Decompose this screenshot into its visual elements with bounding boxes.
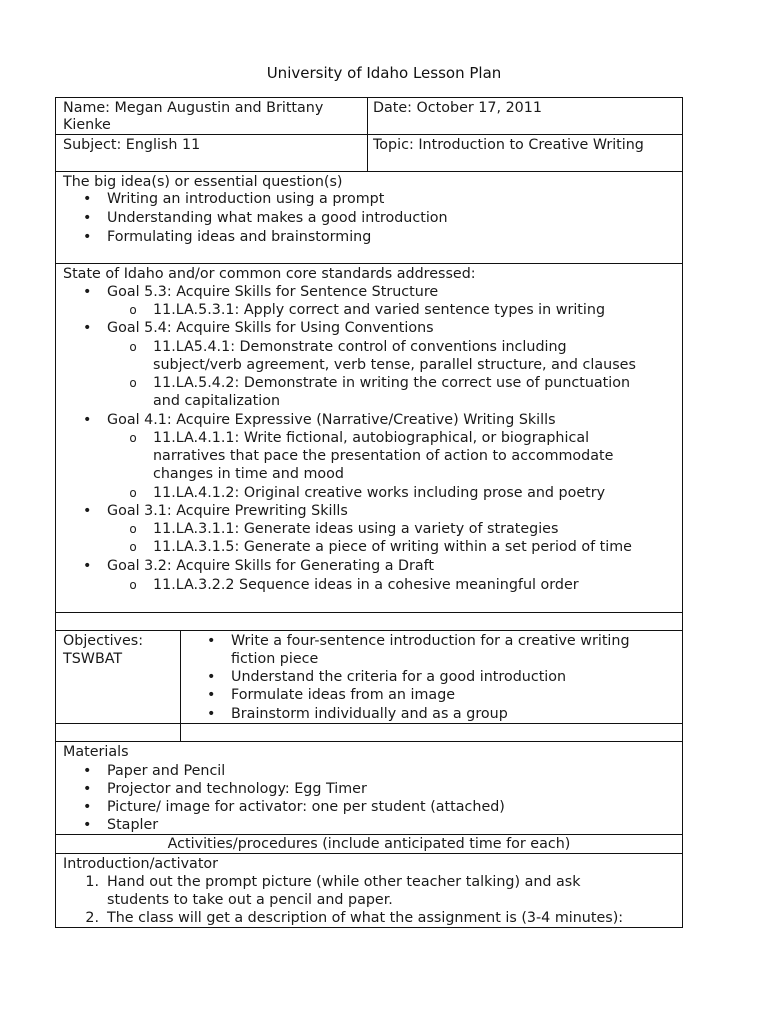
bullet-icon: •	[83, 191, 92, 207]
procedure-step-continued: students to take out a pencil and paper.	[107, 892, 393, 908]
standard-item-continued: and capitalization	[153, 393, 281, 409]
circle-bullet-icon: o	[129, 486, 137, 500]
material-item: Projector and technology: Egg Timer	[107, 781, 367, 797]
standard-goal: Goal 5.4: Acquire Skills for Using Conventions	[107, 320, 434, 336]
name-field: Name: Megan Augustin and Brittany	[63, 100, 324, 116]
bullet-icon: •	[83, 799, 92, 815]
bullet-icon: •	[83, 558, 92, 574]
standard-item: 11.LA.3.1.5: Generate a piece of writing within a set period of time	[153, 539, 632, 555]
row-divider	[55, 853, 683, 854]
procedure-step: The class will get a description of what the assignment is (3-4 minutes):	[107, 910, 624, 926]
row-divider	[55, 630, 683, 631]
circle-bullet-icon: o	[129, 376, 137, 390]
step-number: 2.	[85, 910, 99, 926]
bullet-icon: •	[83, 320, 92, 336]
objective-item-continued: fiction piece	[231, 651, 319, 667]
bullet-icon: •	[83, 781, 92, 797]
row-divider	[55, 171, 683, 172]
bullet-icon: •	[207, 669, 216, 685]
big-idea-item: Writing an introduction using a prompt	[107, 191, 385, 207]
standard-item-continued: narratives that pace the presentation of action to accommodate	[153, 448, 614, 464]
objectives-label: Objectives:	[63, 633, 144, 649]
document-title: University of Idaho Lesson Plan	[266, 64, 502, 82]
standard-item-continued: changes in time and mood	[153, 466, 344, 482]
row-divider	[55, 263, 683, 264]
subject-field: Subject: English 11	[63, 137, 201, 153]
bullet-icon: •	[83, 284, 92, 300]
procedure-step: Hand out the prompt picture (while other teacher talking) and ask	[107, 874, 581, 890]
standard-goal: Goal 4.1: Acquire Expressive (Narrative/Creative) Writing Skills	[107, 412, 556, 428]
bullet-icon: •	[83, 412, 92, 428]
name-field-continued: Kienke	[63, 117, 111, 133]
bullet-icon: •	[207, 706, 216, 722]
circle-bullet-icon: o	[129, 303, 137, 317]
objective-item: Formulate ideas from an image	[231, 687, 456, 703]
objective-item: Understand the criteria for a good introduction	[231, 669, 567, 685]
standard-goal: Goal 5.3: Acquire Skills for Sentence Structure	[107, 284, 439, 300]
circle-bullet-icon: o	[129, 340, 137, 354]
bullet-icon: •	[207, 633, 216, 649]
topic-field: Topic: Introduction to Creative Writing	[373, 137, 644, 153]
standard-item-continued: subject/verb agreement, verb tense, parallel structure, and clauses	[153, 357, 636, 373]
standard-item: 11.LA.4.1.2: Original creative works including prose and poetry	[153, 485, 606, 501]
standard-item: 11.LA.3.1.1: Generate ideas using a variety of strategies	[153, 521, 559, 537]
circle-bullet-icon: o	[129, 540, 137, 554]
materials-heading: Materials	[63, 744, 129, 760]
circle-bullet-icon: o	[129, 431, 137, 445]
step-number: 1.	[85, 874, 99, 890]
objective-item: Brainstorm individually and as a group	[231, 706, 508, 722]
bullet-icon: •	[83, 229, 92, 245]
big-idea-heading: The big idea(s) or essential question(s)	[63, 174, 343, 190]
activities-heading: Activities/procedures (include anticipated time for each)	[167, 836, 571, 852]
standard-item: 11.LA.3.2.2 Sequence ideas in a cohesive meaningful order	[153, 577, 579, 593]
bullet-icon: •	[83, 503, 92, 519]
material-item: Picture/ image for activator: one per student (attached)	[107, 799, 505, 815]
objectives-label-tswbat: TSWBAT	[63, 651, 123, 667]
material-item: Paper and Pencil	[107, 763, 226, 779]
objectives-column-divider	[180, 630, 181, 742]
standard-item: 11.LA5.4.1: Demonstrate control of conventions including	[153, 339, 567, 355]
big-idea-item: Understanding what makes a good introduction	[107, 210, 448, 226]
circle-bullet-icon: o	[129, 578, 137, 592]
objective-item: Write a four-sentence introduction for a creative writing	[231, 633, 630, 649]
standard-goal: Goal 3.1: Acquire Prewriting Skills	[107, 503, 348, 519]
circle-bullet-icon: o	[129, 522, 137, 536]
row-divider	[55, 723, 683, 724]
date-field: Date: October 17, 2011	[373, 100, 542, 116]
row-divider	[55, 741, 683, 742]
material-item: Stapler	[107, 817, 159, 833]
standard-item: 11.LA.4.1.1: Write fictional, autobiographical, or biographical	[153, 430, 590, 446]
introduction-activator-heading: Introduction/activator	[63, 856, 219, 872]
standard-goal: Goal 3.2: Acquire Skills for Generating a Draft	[107, 558, 435, 574]
row-divider	[55, 612, 683, 613]
bullet-icon: •	[83, 763, 92, 779]
bullet-icon: •	[207, 687, 216, 703]
standard-item: 11.LA.5.3.1: Apply correct and varied sentence types in writing	[153, 302, 606, 318]
row-divider	[55, 134, 683, 135]
standards-heading: State of Idaho and/or common core standards addressed:	[63, 266, 476, 282]
standard-item: 11.LA.5.4.2: Demonstrate in writing the correct use of punctuation	[153, 375, 631, 391]
big-idea-item: Formulating ideas and brainstorming	[107, 229, 372, 245]
bullet-icon: •	[83, 817, 92, 833]
bullet-icon: •	[83, 210, 92, 226]
